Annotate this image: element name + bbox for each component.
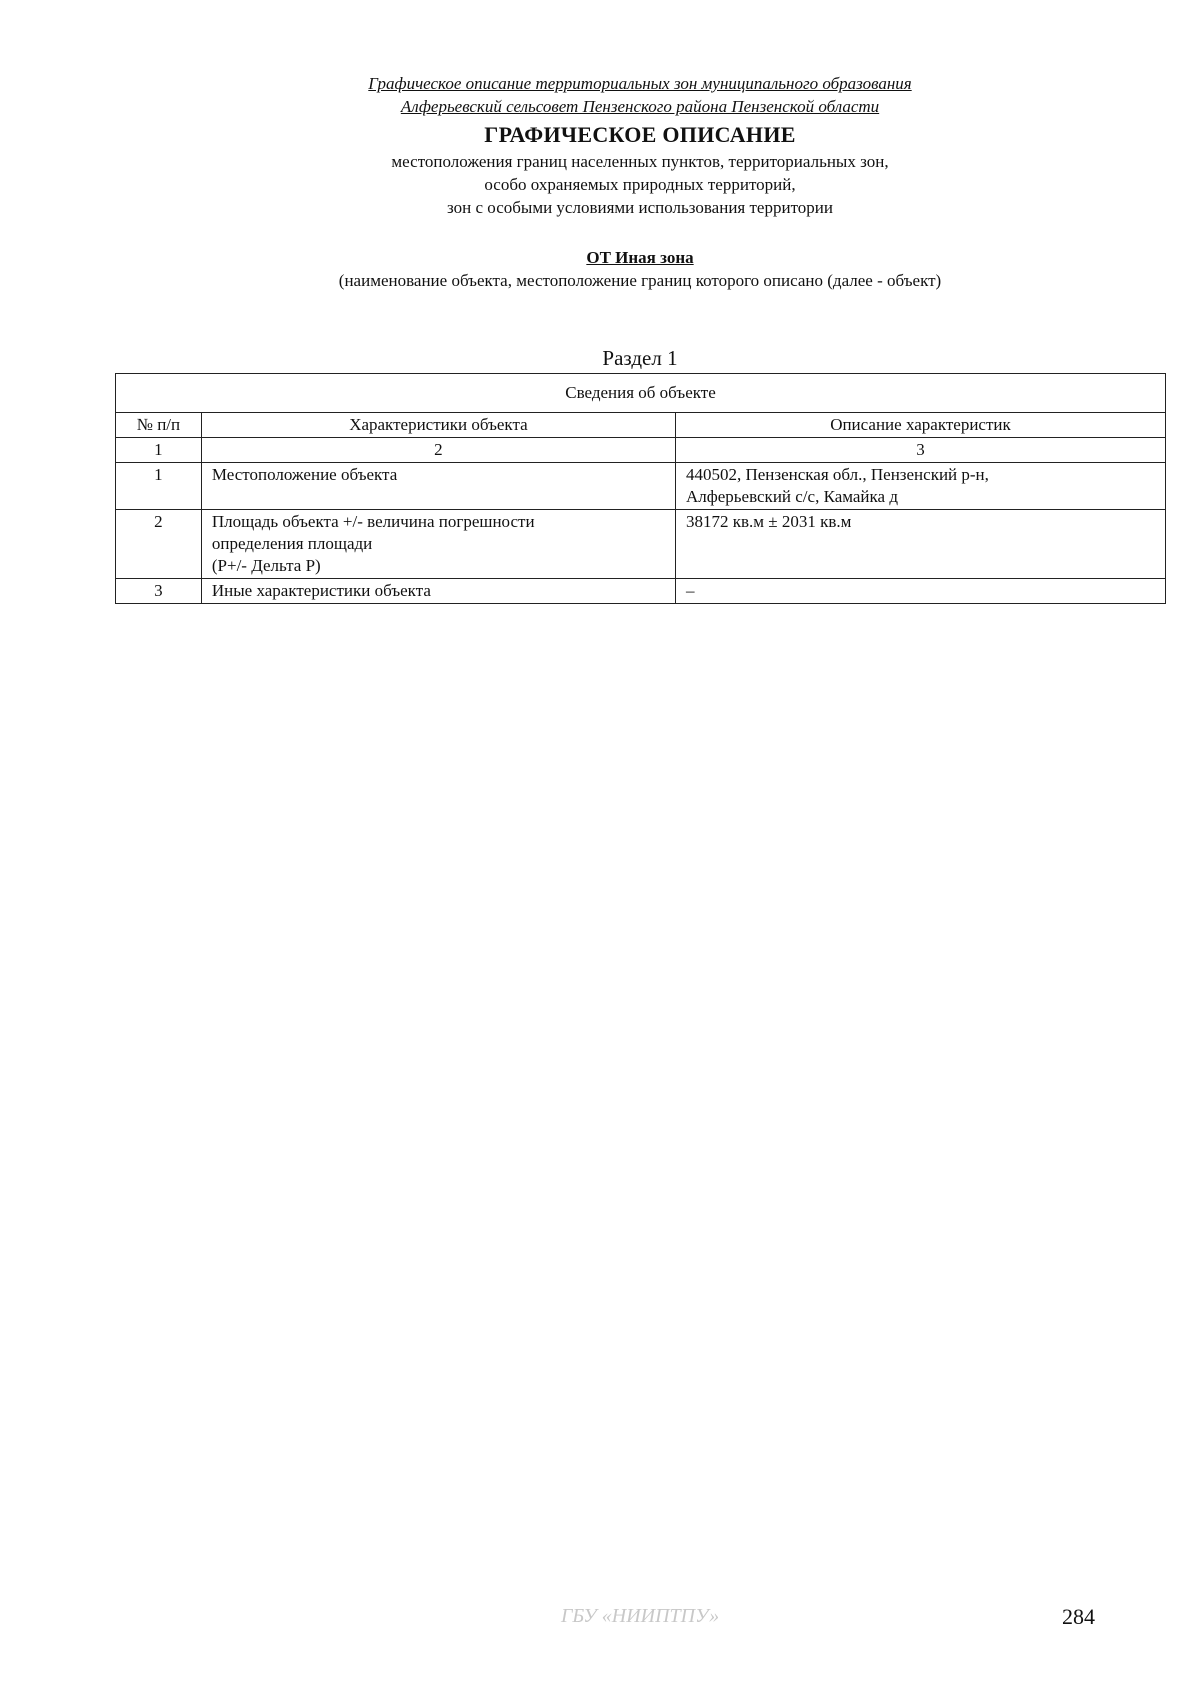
column-header-characteristic: Характеристики объекта bbox=[201, 413, 675, 438]
row-description-line: – bbox=[685, 581, 695, 600]
row-description bbox=[675, 510, 1165, 579]
row-characteristic bbox=[201, 463, 675, 510]
row-description-line: 38172 кв.м ± 2031 кв.м bbox=[685, 512, 852, 531]
row-characteristic-line: Площадь объекта +/- величина погрешности bbox=[211, 512, 535, 531]
row-characteristic-line: Иные характеристики объекта bbox=[211, 581, 431, 600]
row-characteristic-line: Местоположение объекта bbox=[211, 465, 398, 484]
document-header bbox=[0, 72, 1200, 292]
table-caption-row bbox=[116, 374, 1166, 413]
table-row bbox=[116, 463, 1166, 510]
column-number-3: 3 bbox=[675, 438, 1165, 463]
subtitle-line-2: особо охраняемых природных территорий, bbox=[484, 175, 796, 194]
page-number: 284 bbox=[1062, 1604, 1095, 1629]
row-number: 3 bbox=[116, 579, 202, 604]
subtitle-line-3: зон с особыми условиями использования территории bbox=[447, 198, 833, 217]
section-title: Раздел 1 bbox=[602, 346, 678, 370]
row-characteristic bbox=[201, 510, 675, 579]
column-header-description: Описание характеристик bbox=[675, 413, 1165, 438]
table-caption: Сведения об объекте bbox=[116, 374, 1166, 413]
row-description bbox=[675, 579, 1165, 604]
row-description bbox=[675, 463, 1165, 510]
table-row bbox=[116, 579, 1166, 604]
row-characteristic-line: определения площади bbox=[211, 534, 373, 553]
subtitle-line-1: местоположения границ населенных пунктов, территориальных зон, bbox=[391, 152, 889, 171]
header-line-2: Алферьевский сельсовет Пензенского района Пензенской области bbox=[400, 97, 880, 116]
table-header-row bbox=[116, 413, 1166, 438]
object-name: ОТ Иная зона bbox=[586, 248, 694, 267]
column-header-num: № п/п bbox=[116, 413, 202, 438]
table-row bbox=[116, 510, 1166, 579]
header-line-1: Графическое описание территориальных зон муниципального образования bbox=[368, 74, 912, 93]
row-number: 2 bbox=[116, 510, 202, 579]
document-title: ГРАФИЧЕСКОЕ ОПИСАНИЕ bbox=[484, 122, 796, 147]
row-description-line: Алферьевский с/с, Камайка д bbox=[685, 487, 898, 506]
row-characteristic-line: (P+/- Дельта P) bbox=[211, 556, 321, 575]
footer-organization: ГБУ «НИИПТПУ» bbox=[560, 1605, 720, 1627]
table-column-number-row bbox=[116, 438, 1166, 463]
object-info-table bbox=[115, 373, 1166, 604]
column-number-2: 2 bbox=[201, 438, 675, 463]
column-number-1: 1 bbox=[116, 438, 202, 463]
row-description-line: 440502, Пензенская обл., Пензенский р-н, bbox=[685, 465, 989, 484]
row-characteristic bbox=[201, 579, 675, 604]
row-number: 1 bbox=[116, 463, 202, 510]
object-note: (наименование объекта, местоположение границ которого описано (далее - объект) bbox=[338, 271, 942, 290]
